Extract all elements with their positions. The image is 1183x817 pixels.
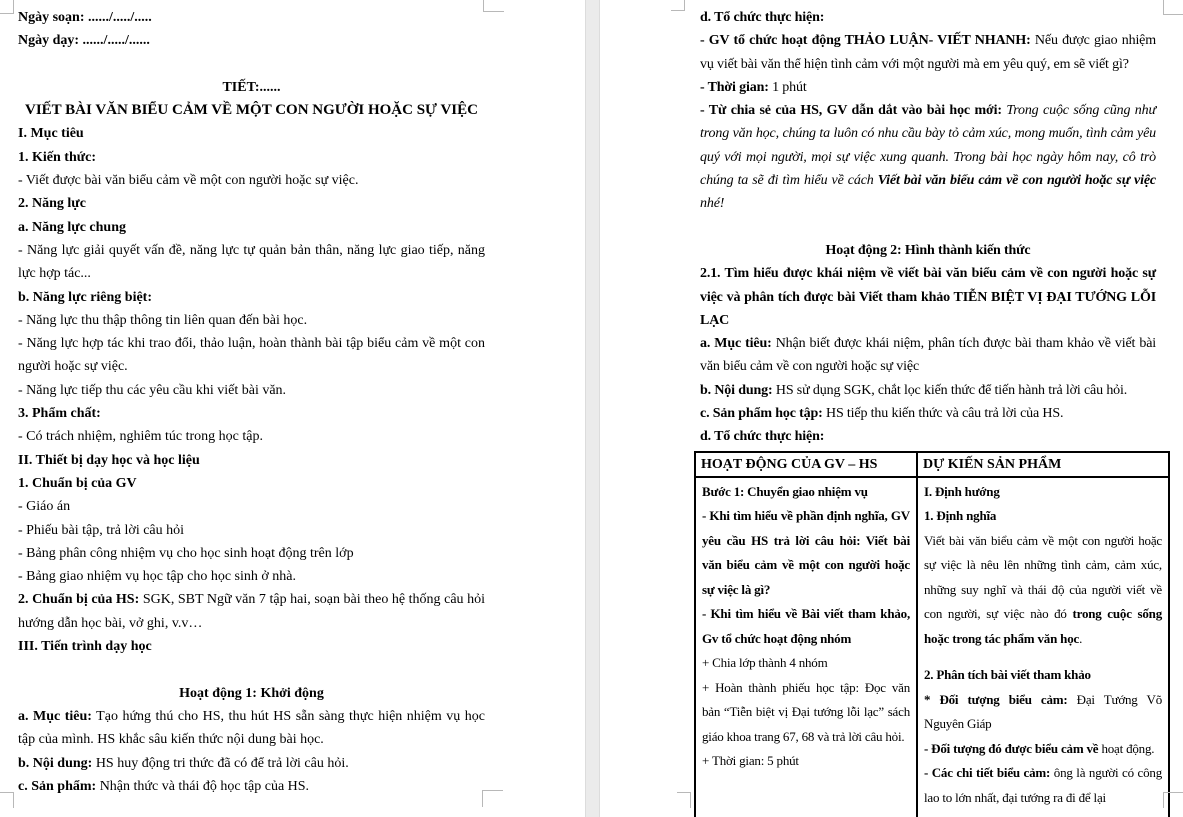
text-paragraph [18, 542, 485, 565]
text-run: I. Mục tiêu [18, 126, 84, 142]
text-paragraph [18, 6, 485, 29]
text-run: + Chia lớp thành 4 nhóm [702, 655, 828, 671]
text-run: Trong cuộc sống cũng như trong văn học, chúng ta luôn có nhu cầu bày tỏ cảm xúc, mong muốn, tình cảm yêu quý với mọi người, mọi sự việc xung quanh. Trong bài học ngày hôm nay, cô trò chúng ta sẽ đi tìm hiểu về cách [700, 103, 1156, 189]
text-paragraph [18, 332, 485, 379]
activity-table-header-row [696, 453, 1168, 478]
table-cell-gv-hs [696, 478, 918, 817]
text-run: Bước 1: Chuyển giao nhiệm vụ [702, 483, 868, 499]
text-paragraph [924, 737, 1162, 762]
page-gap [585, 0, 600, 817]
text-paragraph [18, 752, 485, 775]
text-run: b. Năng lực riêng biệt: [18, 289, 153, 305]
text-run: nhé! [700, 196, 725, 212]
text-paragraph [18, 169, 485, 192]
text-paragraph [700, 332, 1156, 379]
text-paragraph [924, 651, 1162, 663]
text-run: c. Sản phẩm: [18, 778, 97, 794]
text-paragraph [700, 239, 1156, 262]
text-run: - Năng lực hợp tác khi trao đổi, thảo luận, hoàn thành bài tập biểu cảm về một con người hoặc sự việc. [18, 336, 485, 375]
text-run: trong cuộc sống hoặc trong tác phẩm văn học [924, 606, 1163, 646]
text-run: d. Tổ chức thực hiện: [700, 429, 825, 445]
text-paragraph [700, 6, 1156, 29]
text-run: HS huy động tri thức đã có để trả lời câu hỏi. [92, 755, 349, 771]
text-run: Đại Tướng Võ Nguyên Giáp [924, 691, 1162, 732]
text-paragraph [18, 239, 485, 286]
text-paragraph [700, 29, 1156, 76]
text-run: 3. Phẩm chất: [18, 406, 101, 422]
text-run: Ngày dạy: ....../...../...... [18, 33, 150, 49]
text-run: d. Tổ chức thực hiện: [700, 10, 825, 25]
text-run: - Năng lực tiếp thu các yêu cầu khi viết bài văn. [18, 382, 287, 398]
text-run: I. Định hướng [924, 483, 1000, 499]
text-run: - Các chi tiết biểu cảm: [924, 765, 1051, 781]
text-run: 2.1. Tìm hiểu được khái niệm về viết bài văn biểu cảm về con người hoặc sự việc và phân tích được bài Viết tham khảo TIỄN BIỆT VỊ ĐẠI TƯỚNG LỖI LẠC [700, 266, 1156, 328]
text-paragraph [702, 651, 910, 676]
text-run: a. Mục tiêu: [700, 336, 772, 352]
text-paragraph [18, 705, 485, 752]
text-run: 1. Chuẩn bị của GV [18, 475, 137, 491]
table-header-gv-hs: HOẠT ĐỘNG CỦA GV – HS [696, 453, 918, 476]
text-run: Ngày soạn: ....../...../..... [18, 10, 152, 25]
crop-mark-page2-bottom-left [677, 792, 691, 808]
text-run: - Thời gian: [700, 79, 769, 95]
text-run: TIẾT:...... [222, 79, 281, 95]
page-2-paragraphs [700, 6, 1156, 449]
text-paragraph [700, 99, 1156, 215]
crop-mark-page1-top-right [483, 0, 504, 12]
text-run: III. Tiến trình dạy học [18, 639, 152, 655]
text-run: b. Nội dung: [700, 382, 773, 398]
text-run: - Có trách nhiệm, nghiêm túc trong học tập. [18, 429, 263, 445]
text-run: 2. Phân tích bài viết tham khảo [924, 667, 1091, 683]
page-2-text [700, 6, 1163, 817]
crop-mark-page1-bottom-right [482, 790, 503, 807]
text-paragraph [18, 29, 485, 52]
text-run: Hoạt động 2: Hình thành kiến thức [825, 242, 1031, 258]
text-run: - Khi tìm hiểu về Bài viết tham khảo, Gv tổ chức hoạt động nhóm [702, 606, 910, 646]
text-paragraph [18, 99, 485, 122]
blank-line [18, 658, 485, 681]
text-run: 2. Chuẩn bị của HS: [18, 592, 140, 608]
crop-mark-page1-bottom-left [0, 792, 14, 808]
text-run: a. Mục tiêu: [18, 708, 92, 724]
text-run: - Năng lực giải quyết vấn đề, năng lực tự quản bản thân, năng lực giao tiếp, năng lực hợp tác... [18, 242, 485, 282]
text-paragraph [18, 286, 485, 309]
table-cell-du-kien-san-pham [918, 478, 1168, 817]
text-run: Tạo hứng thú cho HS, thu hút HS sẵn sàng thực hiện nhiệm vụ học tập của mình. HS khắc sâu kiến thức nội dung bài học. [18, 708, 485, 748]
text-paragraph [702, 602, 910, 651]
text-run: Nếu được giao nhiệm vụ viết bài văn thể hiện tình cảm với một người mà em yêu quý, em sẽ viết gì? [700, 33, 1156, 72]
text-paragraph [700, 76, 1156, 99]
activity-table [694, 451, 1170, 817]
text-run: II. Thiết bị dạy học và học liệu [18, 452, 200, 468]
text-paragraph [700, 379, 1156, 402]
page-1-text [18, 6, 485, 798]
text-paragraph [18, 425, 485, 448]
text-run: - Giáo án [18, 499, 71, 515]
text-paragraph [18, 519, 485, 542]
text-paragraph [924, 529, 1162, 652]
text-paragraph [18, 76, 485, 99]
text-run: Nhận biết được khái niệm, phân tích được bài tham khảo về viết bài văn biểu cảm về con người hoặc sự việc [700, 336, 1156, 375]
text-run: hoạt động. [1098, 740, 1155, 756]
text-run: - Đối tượng đó được biểu cảm về [924, 740, 1099, 756]
text-run: Hoạt động 1: Khởi động [179, 685, 324, 701]
text-paragraph [702, 749, 910, 774]
text-paragraph [18, 635, 485, 658]
text-paragraph [18, 146, 485, 169]
crop-mark-page2-top-right [1163, 0, 1183, 15]
text-paragraph [702, 676, 910, 750]
text-run: + Hoàn thành phiếu học tập: Đọc văn bản “Tiễn biệt vị Đại tướng lỗi lạc” sách giáo khoa trang 67, 68 và trả lời câu hỏi. [702, 679, 910, 744]
text-paragraph [924, 480, 1162, 505]
text-paragraph [700, 402, 1156, 425]
text-run: 2. Năng lực [18, 196, 86, 212]
text-run: - Bảng phân công nhiệm vụ cho học sinh hoạt động trên lớp [18, 545, 354, 561]
text-paragraph [924, 688, 1162, 737]
text-run: HS tiếp thu kiến thức và câu trả lời của HS. [822, 406, 1064, 422]
text-paragraph [702, 480, 910, 505]
blank-line [18, 53, 485, 76]
crop-mark-page2-bottom-right [1163, 792, 1183, 808]
text-paragraph [18, 309, 485, 332]
text-run: b. Nội dung: [18, 755, 93, 771]
text-run: ông là người có công lao to lớn nhất, đại tướng ra đi để lại [924, 765, 1162, 805]
text-run: Viết bài văn biểu cảm về một con người hoặc sự việc là nêu lên những tình cảm, cảm xúc, những suy nghĩ và thái độ của người viết về con người, sự việc nào đó [924, 532, 1162, 622]
text-run: - Phiếu bài tập, trả lời câu hỏi [18, 522, 185, 538]
text-run: - Khi tìm hiểu về phần định nghĩa, GV yêu cầu HS trả lời câu hỏi: Viết bài văn biểu cảm về một con người hoặc sự việc là gì? [702, 508, 910, 597]
text-paragraph [924, 663, 1162, 688]
crop-mark-page2-top-left [671, 0, 685, 11]
text-paragraph [702, 504, 910, 602]
text-run: + Thời gian: 5 phút [702, 753, 799, 769]
text-paragraph [18, 122, 485, 145]
text-run: 1. Định nghĩa [924, 508, 997, 524]
text-run: 1. Kiến thức: [18, 149, 97, 165]
text-paragraph [18, 192, 485, 215]
text-paragraph [924, 761, 1162, 810]
text-run: 1 phút [768, 79, 807, 95]
text-run: - Bảng giao nhiệm vụ học tập cho học sinh ở nhà. [18, 569, 297, 585]
text-run: - Viết được bài văn biểu cảm về một con người hoặc sự việc. [18, 173, 359, 189]
text-paragraph [18, 495, 485, 518]
text-run: a. Năng lực chung [18, 219, 126, 235]
text-run: . [1079, 630, 1083, 646]
text-paragraph [18, 588, 485, 635]
text-run: * Đối tượng biểu cảm: [924, 691, 1068, 707]
text-paragraph [924, 504, 1162, 529]
text-paragraph [18, 449, 485, 472]
text-paragraph [18, 565, 485, 588]
text-run: Nhận thức và thái độ học tập của HS. [96, 778, 310, 794]
text-paragraph [18, 682, 485, 705]
blank-line [700, 216, 1156, 239]
text-paragraph [18, 775, 485, 798]
text-paragraph [18, 402, 485, 425]
table-header-du-kien-san-pham: DỰ KIẾN SẢN PHẨM [923, 456, 1062, 472]
text-run: SGK, SBT Ngữ văn 7 tập hai, soạn bài theo hệ thống câu hỏi hướng dẫn học bài, vở ghi, v.v… [18, 592, 486, 631]
text-paragraph [18, 379, 485, 402]
text-paragraph [700, 425, 1156, 448]
text-run: VIẾT BÀI VĂN BIỂU CẢM VỀ MỘT CON NGƯỜI HOẶC SỰ VIỆC [25, 102, 478, 119]
activity-table-body-row [696, 478, 1168, 817]
text-paragraph [18, 472, 485, 495]
text-run: - Năng lực thu thập thông tin liên quan đến bài học. [18, 312, 308, 328]
text-run: Viết bài văn biểu cảm về con người hoặc sự việc [877, 173, 1156, 189]
text-paragraph [700, 262, 1156, 332]
page-1 [0, 0, 585, 817]
text-run: - Từ chia sẻ của HS, GV dẫn dắt vào bài học mới: [700, 103, 1002, 119]
crop-mark-page1-top-left [0, 0, 14, 14]
text-paragraph [18, 216, 485, 239]
text-run: - GV tổ chức hoạt động THẢO LUẬN- VIẾT NHANH: [700, 33, 1031, 49]
page-2 [600, 0, 1183, 817]
text-run: c. Sản phẩm học tập: [700, 406, 823, 422]
text-run: HS sử dụng SGK, chắt lọc kiến thức để tiến hành trả lời câu hỏi. [772, 382, 1128, 398]
